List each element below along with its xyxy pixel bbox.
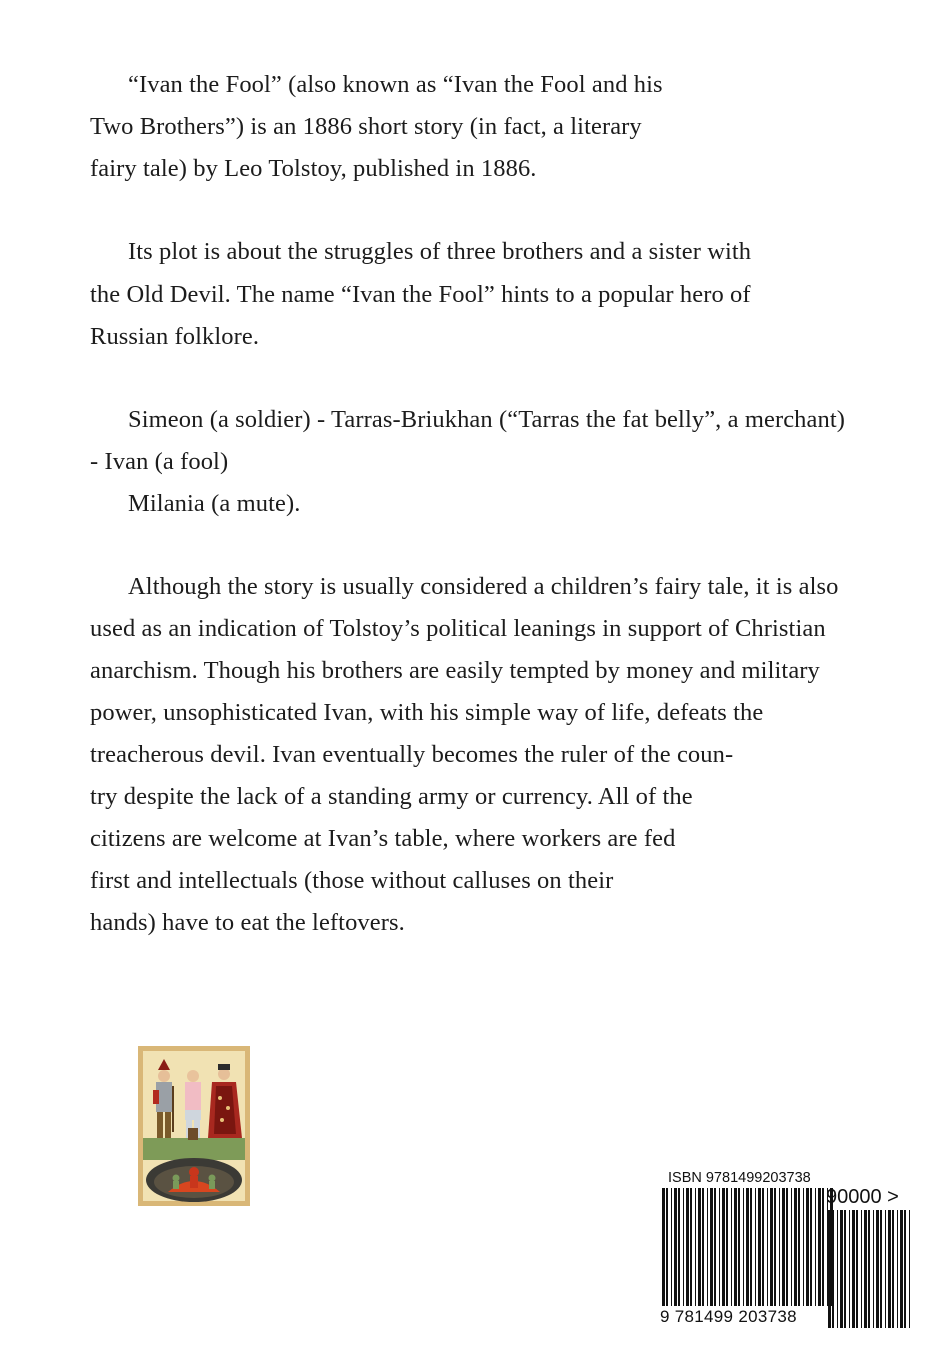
barcode-addon-icon	[826, 1210, 916, 1330]
description-line: fairy tale) by Leo Tolstoy, published in 1886.	[90, 155, 537, 182]
barcode-icon	[660, 1188, 840, 1308]
description-line: Its plot is about the struggles of three brothers and a sister with	[128, 238, 752, 265]
description-line: power, unsophisticated Ivan, with his simple way of life, defeats the	[90, 699, 764, 726]
description-line: Russian folklore.	[90, 323, 260, 350]
description-line: Simeon (a soldier) - Tarras-Briukhan (“Tarras the fat belly”, a merchant)	[128, 406, 846, 433]
description-line: - Ivan (a fool)	[90, 448, 229, 475]
barcode-addon-digits: 90000 >	[826, 1186, 899, 1208]
description-line: “Ivan the Fool” (also known as “Ivan the Fool and his	[128, 71, 663, 98]
description-line: used as an indication of Tolstoy’s political leanings in support of Christian	[90, 615, 826, 642]
isbn-barcode	[660, 1170, 920, 1330]
isbn-label: ISBN 9781499203738	[668, 1170, 811, 1186]
description-line: citizens are welcome at Ivan’s table, where workers are fed	[90, 825, 676, 852]
description-line: anarchism. Though his brothers are easily tempted by money and military	[90, 657, 820, 684]
description-line: first and intellectuals (those without calluses on their	[90, 867, 614, 894]
description-line: the Old Devil. The name “Ivan the Fool” hints to a popular hero of	[90, 281, 751, 308]
description-line: Milania (a mute).	[128, 490, 301, 517]
barcode-digits: 9 781499 203738	[660, 1307, 797, 1326]
description-line: Two Brothers”) is an 1886 short story (in fact, a literary	[90, 113, 642, 140]
description-line: try despite the lack of a standing army or currency. All of the	[90, 783, 693, 810]
description-line: treacherous devil. Ivan eventually becomes the ruler of the coun-	[90, 741, 734, 768]
description-line: Although the story is usually considered a children’s fairy tale, it is also	[128, 573, 839, 600]
folk-art-illustration-icon	[138, 1046, 250, 1206]
description-line: hands) have to eat the leftovers.	[90, 909, 405, 936]
